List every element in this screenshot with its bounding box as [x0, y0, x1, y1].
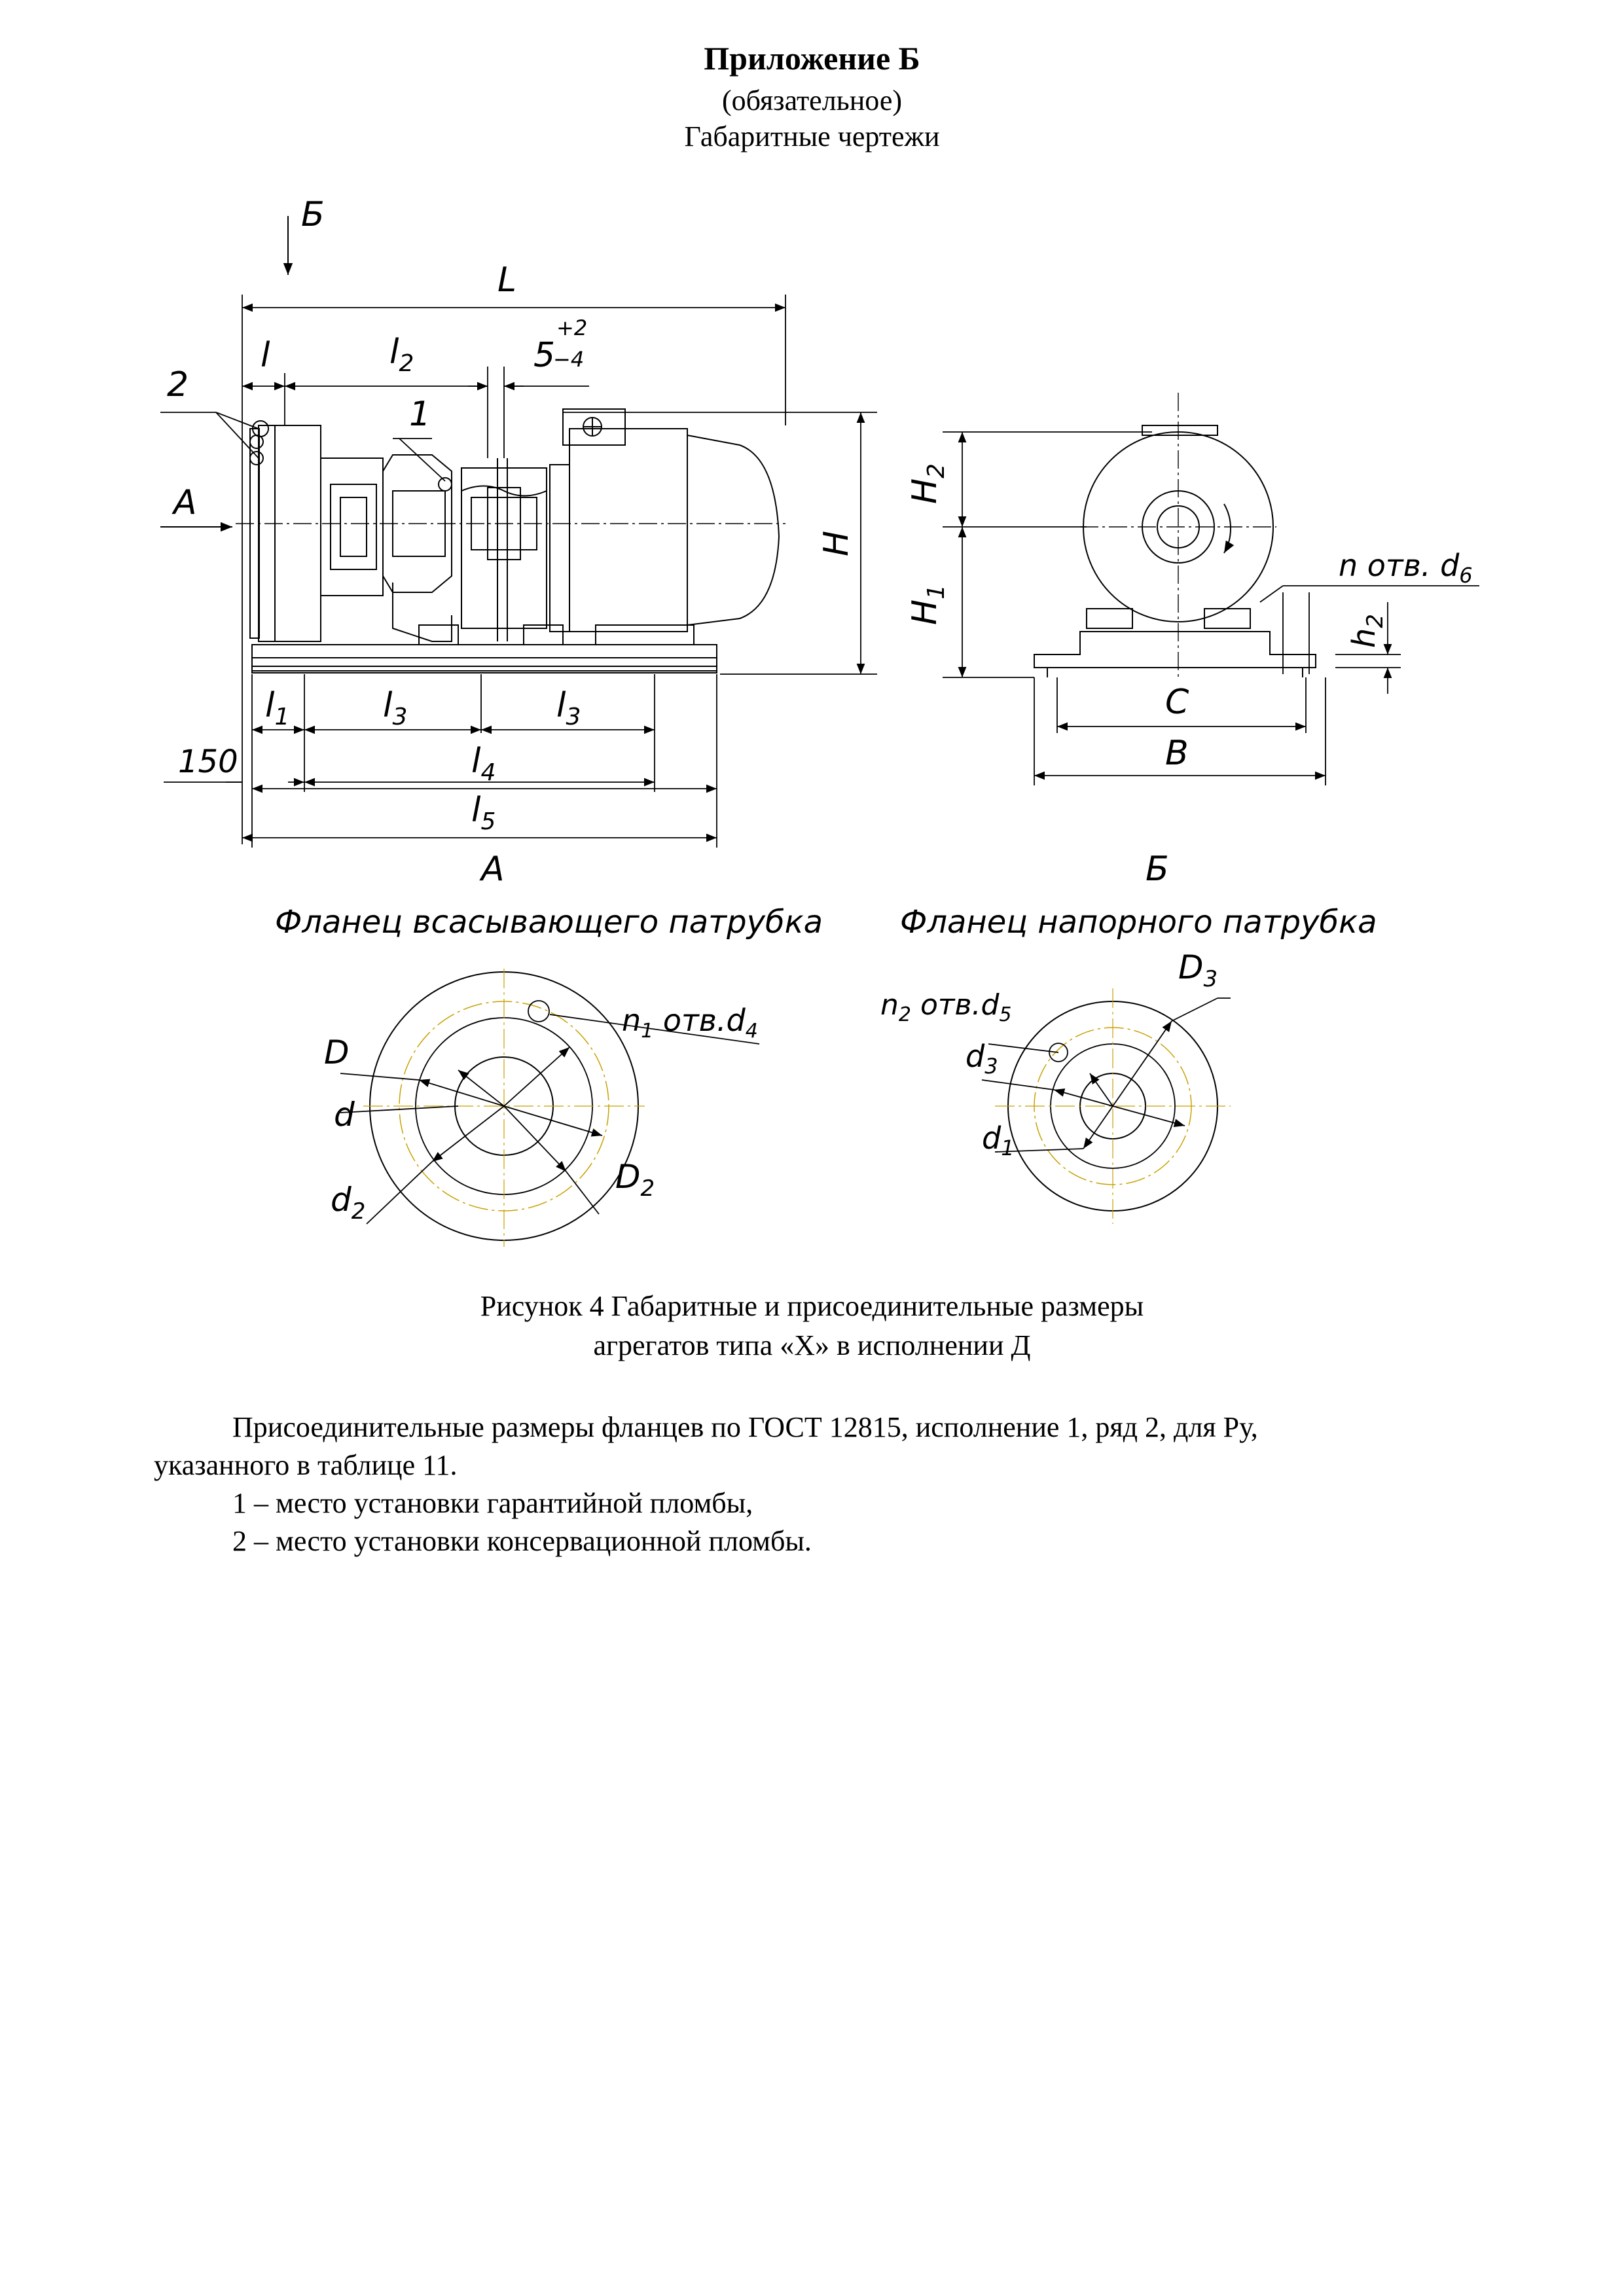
- dim-150: 150: [178, 744, 238, 780]
- discharge-flange-view: [982, 988, 1231, 1224]
- dim-l3-left: $l_3$: [383, 686, 408, 730]
- suction-D: D: [324, 1033, 350, 1071]
- view-a-label: А: [481, 850, 505, 889]
- discharge-d1: $d_1$: [982, 1121, 1015, 1160]
- dim-H: H: [817, 530, 856, 556]
- arrow-a-label: А: [173, 483, 197, 522]
- dim-holes-d6: n отв. $d_6$: [1339, 548, 1473, 588]
- suction-d: d: [334, 1096, 355, 1134]
- discharge-d3: $d_3$: [965, 1039, 998, 1079]
- top-dimensions: [160, 295, 877, 844]
- discharge-flange-title: Фланец напорного патрубка: [900, 904, 1377, 941]
- dim-l1: $l_1$: [265, 686, 290, 730]
- dim-l5: $l_5$: [471, 791, 496, 835]
- suction-D2: $D_2$: [615, 1158, 655, 1202]
- discharge-holes: $n_2$ $отв.d_5$: [880, 988, 1012, 1026]
- dim-l2: $l_2$: [389, 332, 414, 377]
- appendix-title: Приложение Б: [704, 40, 920, 77]
- paragraph-flange-dims: Присоединительные размеры фланцев по ГОСТ 12815, исполнение 1, ряд 2, для Ру,: [232, 1411, 1258, 1443]
- view-b-label: Б: [301, 195, 325, 234]
- dim-H1: $H_1$: [905, 584, 950, 625]
- dim-B: B: [1165, 734, 1189, 773]
- dim-l4: $l_4$: [471, 742, 496, 786]
- pump-unit-end-view: [1034, 393, 1316, 681]
- dim-l3-right: $l_3$: [556, 686, 581, 730]
- list-item-preservation-seal: 2 – место установки консервационной пломбы.: [232, 1525, 812, 1557]
- pump-unit-side-view: [236, 409, 785, 673]
- dim-L: L: [497, 260, 516, 300]
- leader-2: 2: [167, 365, 189, 404]
- leader-1: 1: [409, 395, 431, 434]
- suction-holes: $n_1$ $отв.d_4$: [622, 1003, 758, 1043]
- appendix-section-title: Габаритные чертежи: [684, 120, 940, 152]
- dim-l: l: [261, 336, 270, 375]
- figure-caption-line2: агрегатов типа «Х» в исполнении Д: [593, 1329, 1031, 1361]
- dim-tolerance: 5: [533, 336, 556, 375]
- appendix-status: (обязательное): [722, 84, 902, 117]
- paragraph-flange-dims-cont: указанного в таблице 11.: [154, 1449, 458, 1481]
- suction-flange-title: Фланец всасывающего патрубка: [275, 904, 823, 941]
- view-b-title: Б: [1146, 850, 1169, 889]
- dim-H2: $H_2$: [905, 463, 950, 504]
- figure-caption-line1: Рисунок 4 Габаритные и присоединительные размеры: [480, 1290, 1144, 1322]
- dim-C: C: [1165, 683, 1189, 722]
- list-item-warranty-seal: 1 – место установки гарантийной пломбы,: [232, 1487, 753, 1519]
- dim-tolerance-upper: +2: [556, 315, 588, 340]
- dim-tolerance-lower: −4: [553, 347, 585, 372]
- discharge-D3: $D_3$: [1178, 948, 1218, 992]
- dim-h2: $h_2$: [1346, 613, 1388, 648]
- bottom-dimensions: [164, 674, 717, 848]
- suction-d2: $d_2$: [331, 1181, 366, 1225]
